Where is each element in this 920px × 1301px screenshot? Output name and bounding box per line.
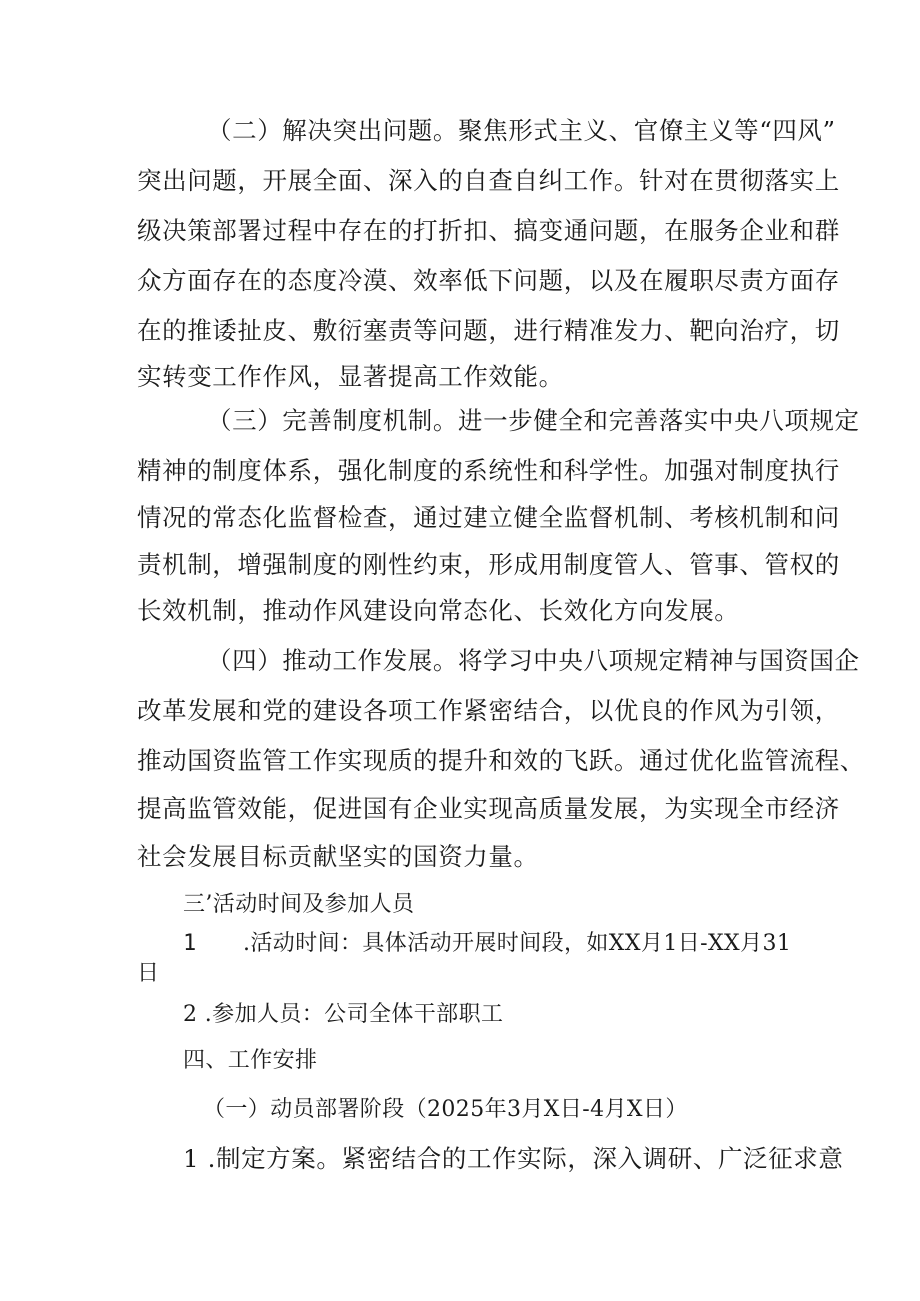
para3-line-4: 责机制，增强制度的刚性约束，形成用制度管人、管事、管权的 — [137, 550, 840, 579]
item2-text: 2 .参加人员：公司全体干部职工 — [183, 1002, 504, 1027]
step1-text: 1 .制定方案。紧密结合的工作实际，深入调研、广泛征求意 — [183, 1144, 844, 1173]
item1-number: 1 — [183, 931, 197, 956]
phase1-heading: （一）动员部署阶段（2025年3月X日-4月X日） — [203, 1097, 688, 1122]
para3-line-2: 精神的制度体系，强化制度的系统性和科学性。加强对制度执行 — [137, 456, 840, 485]
para4-line-5: 社会发展目标贡献坚实的国资力量。 — [137, 842, 539, 871]
para4-line-3: 推动国资监管工作实现质的提升和效的飞跃。通过优化监管流程、 — [137, 746, 865, 775]
section4-heading: 四、工作安排 — [183, 1048, 318, 1073]
para3-line-3: 情况的常态化监督检查，通过建立健全监督机制、考核机制和问 — [137, 503, 840, 532]
para4-line-4: 提高监管效能，促进国有企业实现高质量发展，为实现全市经济 — [137, 794, 840, 823]
para2-line-4: 众方面存在的态度冷漠、效率低下问题，以及在履职尽责方面存 — [137, 266, 840, 295]
item1-continuation: 日 — [137, 961, 160, 986]
para2-line-1: （二）解决突出问题。聚焦形式主义、官僚主义等“四风” — [207, 116, 836, 145]
para3-line-5: 长效机制，推动作风建设向常态化、长效化方向发展。 — [137, 596, 740, 625]
para4-line-1: （四）推动工作发展。将学习中央八项规定精神与国资国企 — [207, 646, 860, 675]
para3-line-1: （三）完善制度机制。进一步健全和完善落实中央八项规定 — [207, 406, 860, 435]
section3-heading: 三’活动时间及参加人员 — [183, 892, 415, 917]
para4-line-2: 改革发展和党的建设各项工作紧密结合，以优良的作风为引领， — [137, 696, 840, 725]
para2-line-3: 级决策部署过程中存在的打折扣、搞变通问题，在服务企业和群 — [137, 216, 840, 245]
para2-line-6: 实转变工作作风，显著提高工作效能。 — [137, 362, 564, 391]
para2-line-2: 突出问题，开展全面、深入的自查自纠工作。针对在贯彻落实上 — [137, 166, 840, 195]
item1-text: .活动时间：具体活动开展时间段，如XX月1日-XX月31 — [243, 931, 792, 956]
para2-line-5: 在的推诿扯皮、敷衍塞责等问题，进行精准发力、靶向治疗，切 — [137, 316, 840, 345]
